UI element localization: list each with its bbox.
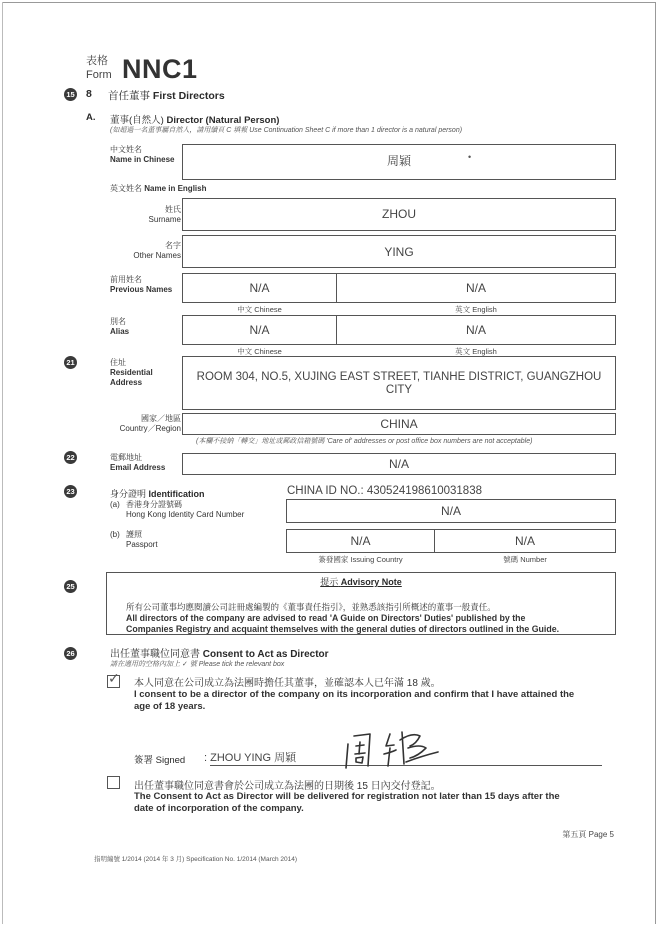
identification-label <box>110 487 205 500</box>
previous-names-chinese-caption: 中文 Chinese <box>237 305 282 314</box>
previous-names-label <box>110 275 172 295</box>
consent-option2-en-1: The Consent to Act as Director will be delivered for registration not later than 15 days after the <box>134 791 560 802</box>
consent-tick-note: 請在適用的空格內加上 ✓ 號 Please tick the relevant box <box>110 661 285 668</box>
alias-chinese-caption: 中文 Chinese <box>237 347 282 356</box>
email-label-en: Email Address <box>110 463 166 472</box>
address-label-en-2: Address <box>110 378 143 387</box>
identification-label-en: Identification <box>148 489 205 499</box>
china-id-text: CHINA ID NO.: 430524198610031838 <box>287 485 482 497</box>
alias-english-caption: 英文 English <box>455 347 497 356</box>
section-title-zh: 首任董事 <box>108 90 150 102</box>
email-label <box>110 453 165 473</box>
signed-label: 簽署 Signed <box>134 755 186 766</box>
identification-label-zh: 身分證明 <box>110 489 147 499</box>
section-title-en: First Directors <box>152 90 225 102</box>
consent-title-zh: 出任董事職位同意書 <box>110 649 200 660</box>
passport-letter: (b) <box>110 530 120 539</box>
name-english-label-zh: 英文姓名 <box>110 184 142 193</box>
address-label-en-1: Residential <box>110 368 153 377</box>
form-label-en: Form <box>86 69 112 81</box>
advisory-title-en: Advisory Note <box>340 577 402 587</box>
director-instruction: (如超過一名董事屬自然人，請用續頁 C 填報 Use Continuation Sheet C if more than 1 director is a natural person) <box>110 127 463 134</box>
advisory-title-zh: 提示 <box>320 577 339 587</box>
address-value-line2: CITY <box>385 384 413 396</box>
surname-value: ZHOU <box>382 207 416 221</box>
previous-names-chinese-value: N/A <box>249 281 270 295</box>
name-chinese-value: 周穎 <box>386 154 411 168</box>
page-number: 第五頁 Page 5 <box>562 830 614 839</box>
check-icon: ✓ <box>108 670 120 686</box>
address-value-line1: ROOM 304, NO.5, XUJING EAST STREET, TIANHE DISTRICT, GUANGZHOU <box>196 371 602 383</box>
surname-label-zh: 姓氏 <box>165 205 181 214</box>
other-names-value: YING <box>384 245 414 259</box>
country-label <box>110 414 181 434</box>
form-code: NNC1 <box>122 54 198 84</box>
passport-number-value: N/A <box>514 534 535 548</box>
consent-option2-zh: 出任董事職位同意書會於公司成立為法團的日期後 15 日內交付登記。 <box>134 781 441 792</box>
alias-chinese-value: N/A <box>249 323 270 337</box>
passport-label-zh: 護照 <box>126 530 142 539</box>
name-chinese-label <box>110 145 174 165</box>
director-heading <box>110 112 279 126</box>
handwritten-signature <box>330 726 450 774</box>
stray-mark: • <box>468 152 472 162</box>
passport-country-value: N/A <box>350 534 371 548</box>
passport-number-caption: 號碼 Number <box>503 555 547 564</box>
section-title <box>108 88 225 103</box>
advisory-text-zh: 所有公司董事均應閱讀公司註冊處編製的《董事責任指引》，並熟悉該指引所概述的董事一般責任。 <box>126 602 496 612</box>
email-label-zh: 電郵地址 <box>110 453 142 462</box>
email-value: N/A <box>388 457 409 471</box>
hkid-label-zh: 香港身分證號碼 <box>126 500 182 509</box>
other-names-label-zh: 名字 <box>165 241 181 250</box>
section-badge: 15 <box>64 88 77 101</box>
other-names-label <box>110 241 181 261</box>
address-note: (本欄不接納「轉交」地址或郵政信箱號碼 'Care of' addresses or post office box numbers are not acceptable) <box>196 438 533 445</box>
director-heading-zh: 董事(自然人) <box>110 115 164 126</box>
address-badge: 21 <box>64 356 77 369</box>
previous-names-english-caption: 英文 English <box>455 305 497 314</box>
address-label-zh: 住址 <box>110 358 126 367</box>
name-chinese-label-zh: 中文姓名 <box>110 145 142 154</box>
hkid-value: N/A <box>440 504 461 518</box>
form-label-zh: 表格 <box>86 55 108 67</box>
identification-badge: 23 <box>64 485 77 498</box>
email-badge: 22 <box>64 451 77 464</box>
country-label-en: Country／Region <box>119 424 181 433</box>
address-value <box>186 371 612 397</box>
passport-country-caption: 簽發國家 Issuing Country <box>318 555 403 564</box>
previous-names-label-en: Previous Names <box>110 285 173 294</box>
address-label <box>110 358 153 388</box>
advisory-text-en-1: All directors of the company are advised to read 'A Guide on Directors' Duties' published by the <box>126 613 526 623</box>
consent-option2-checkbox[interactable] <box>107 776 120 789</box>
name-english-label-en: Name in English <box>144 184 207 193</box>
passport-label <box>126 530 158 550</box>
advisory-badge: 25 <box>64 580 77 593</box>
surname-label-en: Surname <box>148 215 181 224</box>
hkid-label-en: Hong Kong Identity Card Number <box>126 510 245 519</box>
signed-value: : ZHOU YING 周穎 <box>204 752 297 764</box>
alias-label <box>110 317 129 337</box>
page-border-left <box>2 2 3 924</box>
alias-label-en: Alias <box>110 327 130 336</box>
consent-option1-en-1: I consent to be a director of the company on its incorporation and confirm that I have attained the <box>134 689 575 700</box>
country-label-zh: 國家／地區 <box>141 414 181 423</box>
name-english-label <box>110 184 206 194</box>
consent-badge: 26 <box>64 647 77 660</box>
consent-option1-en-2: age of 18 years. <box>134 701 206 712</box>
name-chinese-label-en: Name in Chinese <box>110 155 175 164</box>
consent-option1-zh: 本人同意在公司成立為法團時擔任其董事，並確認本人已年滿 18 歲。 <box>134 678 441 689</box>
page-border-top <box>2 2 656 3</box>
previous-names-english-value: N/A <box>465 281 486 295</box>
director-heading-en: Director (Natural Person) <box>166 115 280 126</box>
advisory-text-en-2: Companies Registry and acquaint themselves with the general duties of directors outlined in the Guide. <box>126 624 560 634</box>
surname-label <box>110 205 181 225</box>
section-number: 8 <box>86 88 92 100</box>
other-names-label-en: Other Names <box>133 251 181 260</box>
specification-number: 指明編號 1/2014 (2014 年 3 月) Specification No. 1/2014 (March 2014) <box>94 856 298 863</box>
previous-names-label-zh: 前用姓名 <box>110 275 142 284</box>
alias-english-value: N/A <box>465 323 486 337</box>
hkid-letter: (a) <box>110 500 120 509</box>
passport-label-en: Passport <box>126 540 158 549</box>
hkid-label <box>126 500 244 520</box>
director-letter: A. <box>86 112 96 123</box>
consent-option2-en-2: date of incorporation of the company. <box>134 803 304 814</box>
consent-title-en: Consent to Act as Director <box>202 649 329 660</box>
page-border-right <box>655 2 656 924</box>
consent-title <box>110 645 329 660</box>
country-value: CHINA <box>380 417 418 431</box>
alias-label-zh: 別名 <box>110 317 126 326</box>
advisory-title <box>106 575 616 588</box>
